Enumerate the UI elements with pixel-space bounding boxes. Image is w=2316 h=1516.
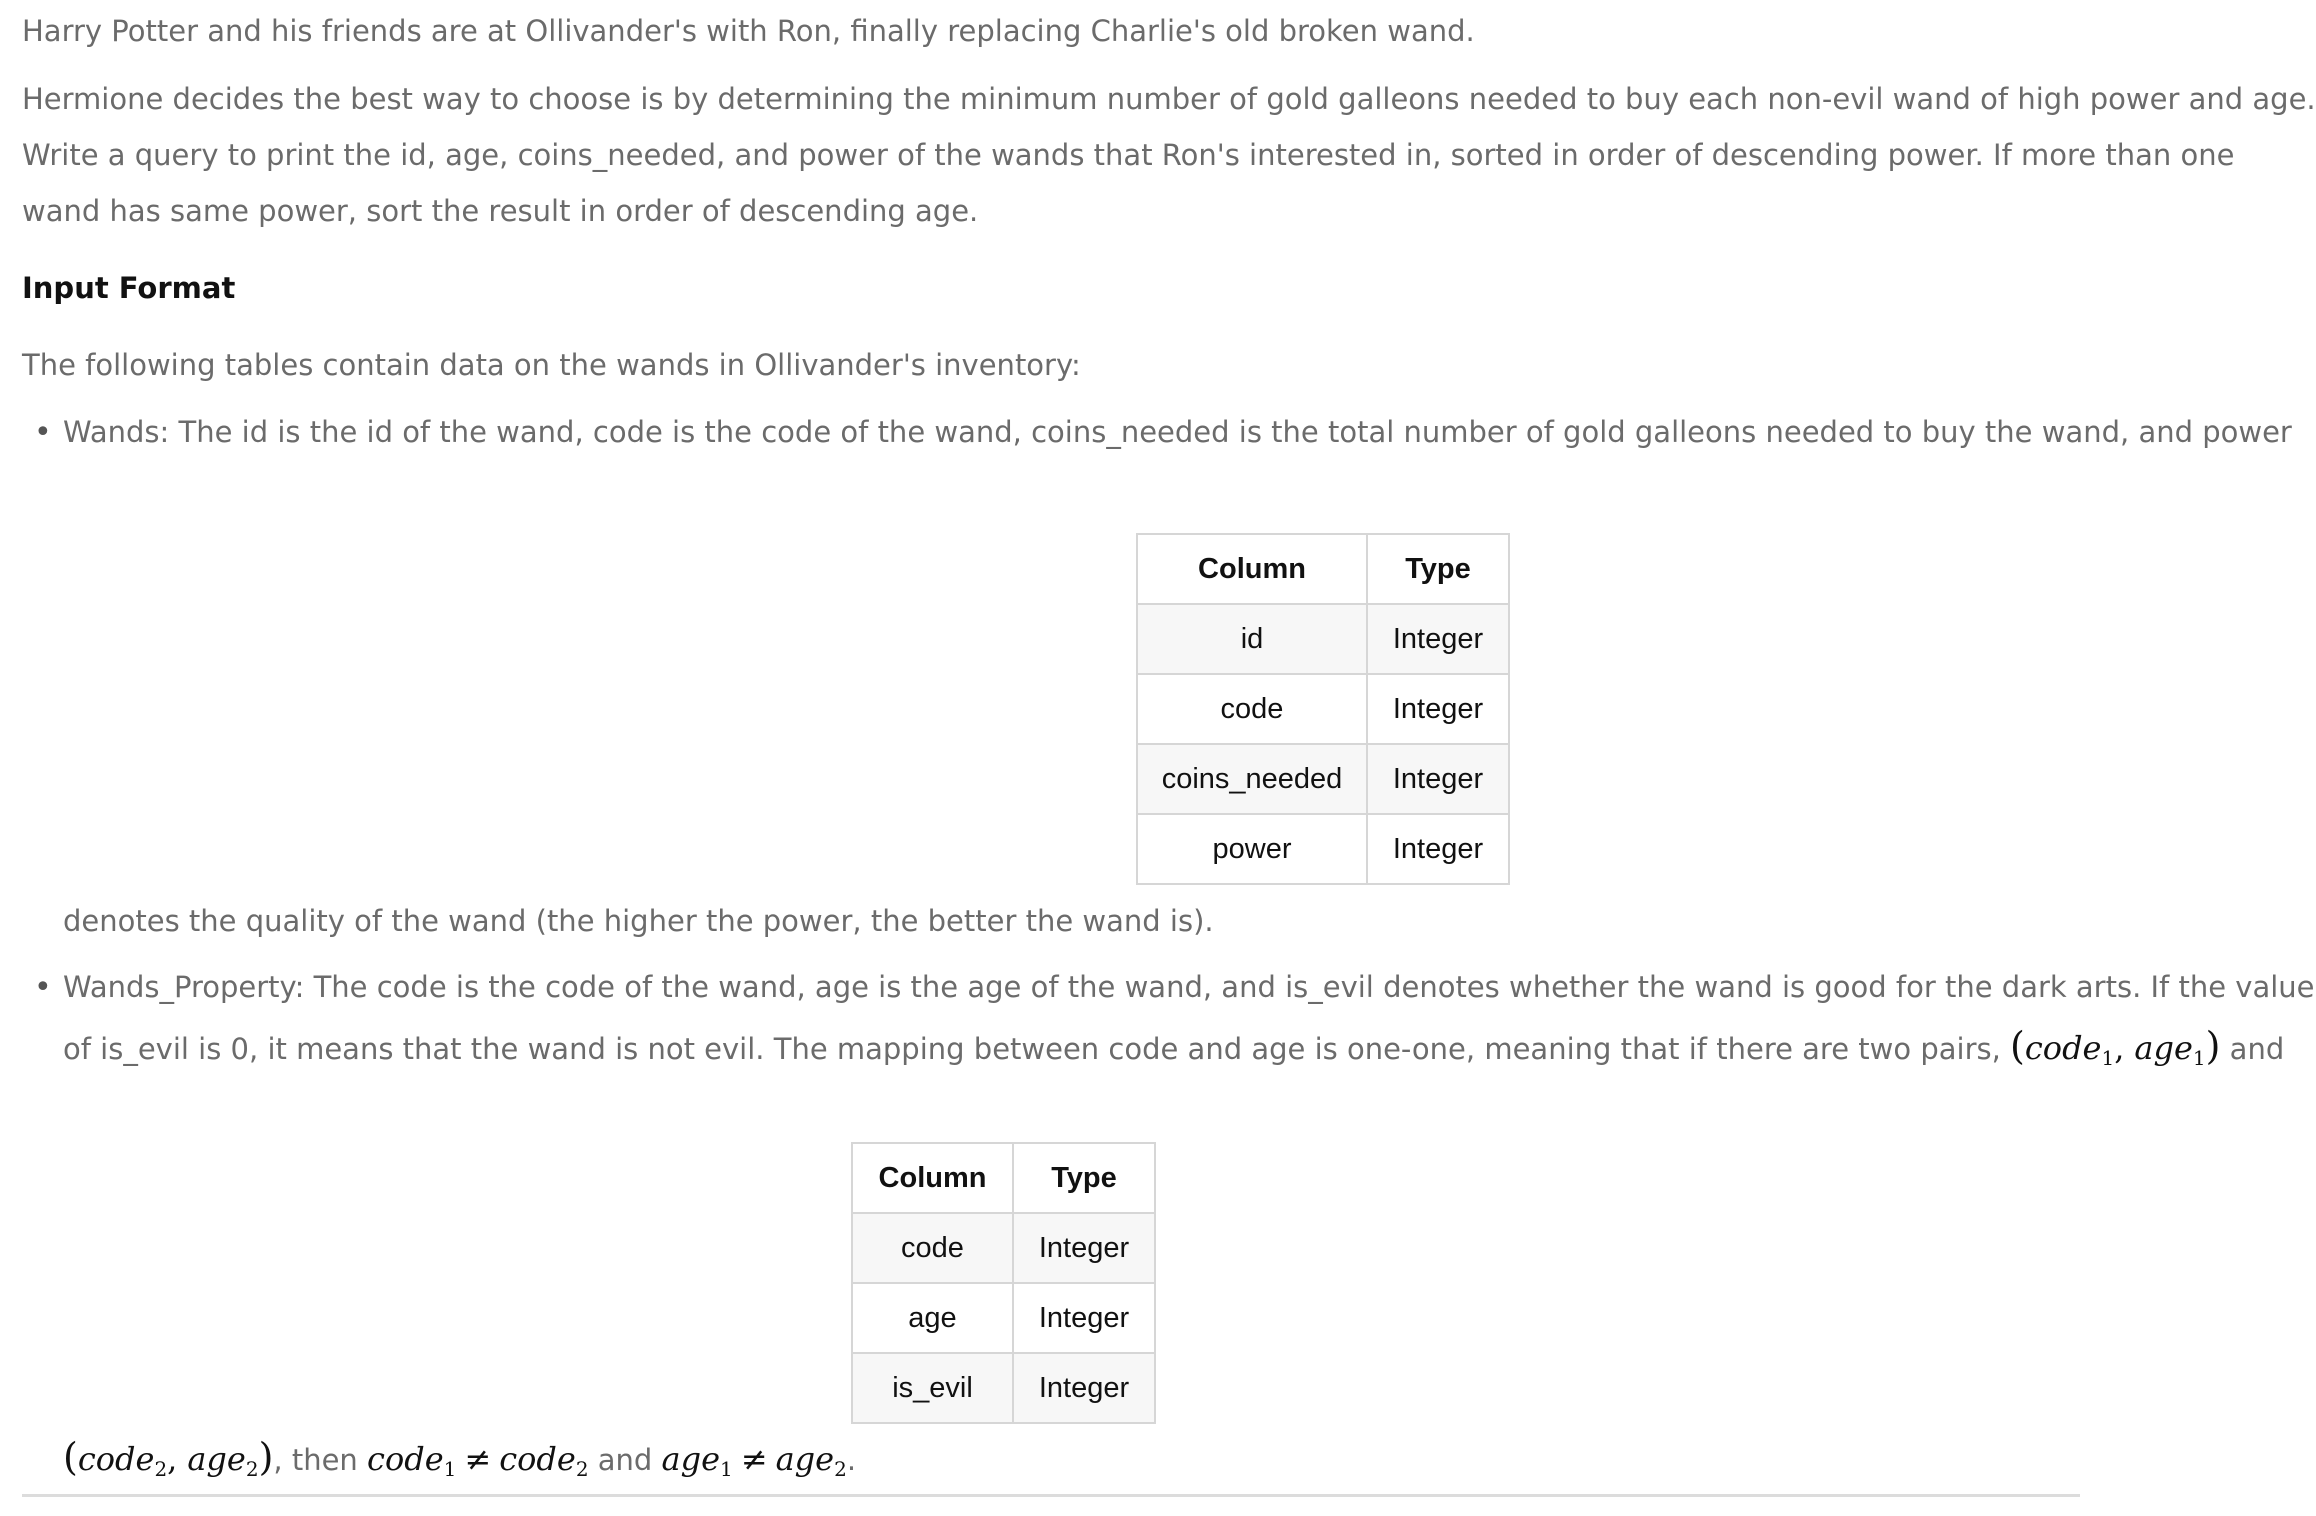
column-type: Integer <box>1367 604 1509 674</box>
input-format-heading: Input Format <box>22 271 236 305</box>
end-period: . <box>846 1443 857 1477</box>
wands-table <box>1136 533 1510 885</box>
bottom-divider <box>22 1494 2080 1497</box>
wands-property-table <box>851 1142 1156 1424</box>
column-name: code <box>1137 674 1367 744</box>
code-inequality: code$_1$ ≠ code$_2$ <box>367 1440 589 1481</box>
word-and: and <box>2229 1032 2285 1066</box>
column-name: code <box>852 1213 1013 1283</box>
column-type: Integer <box>1013 1353 1155 1423</box>
mapping-formula-line <box>63 1435 856 1479</box>
pair-2-formula: (code$_2$, age$_2$) <box>63 1435 274 1481</box>
column-name: id <box>1137 604 1367 674</box>
wands-property-description-2 <box>63 1024 2284 1068</box>
column-type: Integer <box>1013 1213 1155 1283</box>
problem-line-3: wand has same power, sort the result in order of descending age. <box>22 194 979 228</box>
bullet-wands-property: • <box>34 970 52 1005</box>
tables-intro: The following tables contain data on the wands in Ollivander's inventory: <box>22 348 1081 382</box>
column-name: power <box>1137 814 1367 884</box>
column-type: Integer <box>1367 674 1509 744</box>
column-name: is_evil <box>852 1353 1013 1423</box>
table-row <box>1137 604 1509 674</box>
word-then: , then <box>273 1443 358 1477</box>
table-row <box>1137 744 1509 814</box>
table-row <box>1137 674 1509 744</box>
wands-property-description-1: Wands_Property: The code is the code of the wand, age is the age of the wand, and is_evil denotes whether the wand is good for the dark arts. If the value <box>63 970 2315 1004</box>
column-type: Integer <box>1367 814 1509 884</box>
table-row <box>1137 814 1509 884</box>
pair-1-formula: (code$_1$, age$_1$) <box>2010 1024 2221 1070</box>
bullet-wands: • <box>34 415 52 450</box>
problem-line-1: Hermione decides the best way to choose is by determining the minimum number of gold galleons needed to buy each non-evil wand of high power and age. <box>22 82 2316 116</box>
table-row <box>852 1283 1155 1353</box>
table-row <box>852 1353 1155 1423</box>
table-header-row <box>1137 534 1509 604</box>
intro-paragraph: Harry Potter and his friends are at Ollivander's with Ron, finally replacing Charlie's old broken wand. <box>22 14 1475 48</box>
problem-line-2: Write a query to print the id, age, coins_needed, and power of the wands that Ron's interested in, sorted in order of descending power. If more than one <box>22 138 2235 172</box>
wands-description: Wands: The id is the id of the wand, code is the code of the wand, coins_needed is the total number of gold galleons needed to buy the wand, and power <box>63 415 2292 449</box>
column-type: Integer <box>1367 744 1509 814</box>
wands-property-line2-text: of is_evil is 0, it means that the wand is not evil. The mapping between code and age is one-one, meaning that if there are two pairs, <box>63 1032 2001 1066</box>
column-header: Column <box>852 1143 1013 1213</box>
wands-description-continued: denotes the quality of the wand (the higher the power, the better the wand is). <box>63 904 1214 938</box>
column-header: Column <box>1137 534 1367 604</box>
age-inequality: age$_1$ ≠ age$_2$ <box>661 1440 847 1481</box>
table-header-row <box>852 1143 1155 1213</box>
column-type: Integer <box>1013 1283 1155 1353</box>
table-row <box>852 1213 1155 1283</box>
word-and: and <box>597 1443 653 1477</box>
type-header: Type <box>1013 1143 1155 1213</box>
column-name: age <box>852 1283 1013 1353</box>
type-header: Type <box>1367 534 1509 604</box>
column-name: coins_needed <box>1137 744 1367 814</box>
